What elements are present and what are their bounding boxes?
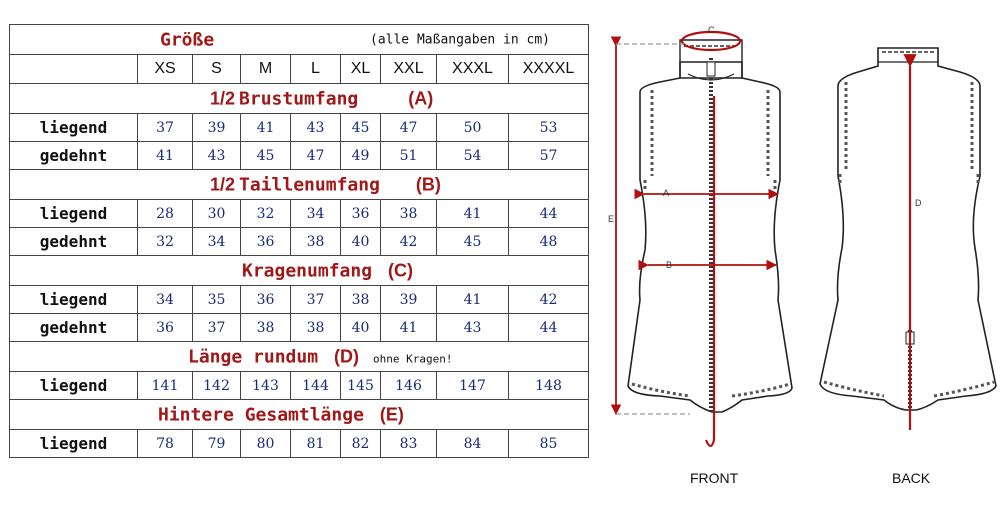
row-label: liegend bbox=[10, 200, 138, 228]
measurement-value: 41 bbox=[381, 314, 437, 342]
diagram-marker-labels bbox=[608, 25, 922, 270]
size-header-cell: S bbox=[193, 55, 241, 84]
measurement-value: 34 bbox=[138, 286, 193, 314]
measurement-value: 78 bbox=[138, 430, 193, 458]
measurement-value: 79 bbox=[193, 430, 241, 458]
measurement-value: 43 bbox=[193, 142, 241, 170]
measurement-value: 146 bbox=[381, 372, 437, 400]
measurement-value: 43 bbox=[291, 114, 341, 142]
measurement-value: 38 bbox=[241, 314, 291, 342]
measurement-value: 45 bbox=[341, 114, 381, 142]
measurement-value: 40 bbox=[341, 228, 381, 256]
measurement-row bbox=[10, 430, 589, 458]
measurement-value: 82 bbox=[341, 430, 381, 458]
measurement-value: 37 bbox=[291, 286, 341, 314]
measurement-value: 42 bbox=[381, 228, 437, 256]
measurement-value: 44 bbox=[509, 314, 589, 342]
measurement-value: 141 bbox=[138, 372, 193, 400]
measurement-value: 38 bbox=[291, 314, 341, 342]
section-code: (C) bbox=[388, 260, 414, 280]
section-title bbox=[210, 174, 441, 195]
measurement-value: 147 bbox=[437, 372, 509, 400]
size-header-row bbox=[10, 55, 589, 84]
row-label: liegend bbox=[10, 372, 138, 400]
measurement-value: 37 bbox=[193, 314, 241, 342]
back-right-armhole-stitching bbox=[972, 82, 978, 186]
measurement-value: 42 bbox=[509, 286, 589, 314]
row-label: liegend bbox=[10, 114, 138, 142]
section-code: (B) bbox=[415, 174, 441, 194]
section-header-cell bbox=[10, 84, 589, 114]
row-label: liegend bbox=[10, 286, 138, 314]
size-chart-table bbox=[9, 24, 589, 458]
measurement-value: 143 bbox=[241, 372, 291, 400]
section-title bbox=[242, 260, 413, 281]
measurement-value: 81 bbox=[291, 430, 341, 458]
section-code: (A) bbox=[408, 88, 434, 108]
measurement-value: 41 bbox=[138, 142, 193, 170]
size-header-cell: M bbox=[241, 55, 291, 84]
row-label: gedehnt bbox=[10, 142, 138, 170]
title-cell bbox=[10, 25, 589, 55]
measurement-value: 47 bbox=[291, 142, 341, 170]
front-right-armhole-stitching bbox=[768, 90, 775, 190]
back-left-armhole-stitching bbox=[840, 82, 846, 186]
measurement-value: 148 bbox=[509, 372, 589, 400]
row-label: gedehnt bbox=[10, 228, 138, 256]
section-header-row bbox=[10, 342, 589, 372]
measurement-row bbox=[10, 314, 589, 342]
measurement-value: 28 bbox=[138, 200, 193, 228]
measurement-value: 34 bbox=[291, 200, 341, 228]
marker-a-label: A bbox=[663, 188, 670, 198]
size-header-cell: XS bbox=[138, 55, 193, 84]
section-header-row bbox=[10, 256, 589, 286]
size-header-cell: XXXXL bbox=[509, 55, 589, 84]
front-label: FRONT bbox=[690, 470, 739, 486]
measurement-value: 34 bbox=[193, 228, 241, 256]
measurement-value: 39 bbox=[381, 286, 437, 314]
section-header-cell bbox=[10, 400, 589, 430]
section-name: Länge rundum bbox=[188, 346, 319, 367]
size-header-cell: XXL bbox=[381, 55, 437, 84]
size-header-cell: XL bbox=[341, 55, 381, 84]
size-header-cell: XXXL bbox=[437, 55, 509, 84]
measurement-row bbox=[10, 372, 589, 400]
section-prefix: 1/2 bbox=[210, 174, 236, 194]
measurement-value: 41 bbox=[437, 286, 509, 314]
title-row bbox=[10, 25, 589, 55]
row-label: gedehnt bbox=[10, 314, 138, 342]
section-title bbox=[158, 404, 404, 425]
measurement-value: 50 bbox=[437, 114, 509, 142]
back-label: BACK bbox=[892, 470, 931, 486]
marker-e-label: E bbox=[608, 214, 615, 224]
size-header-cell: L bbox=[291, 55, 341, 84]
measurement-row bbox=[10, 114, 589, 142]
section-code: (E) bbox=[379, 404, 404, 424]
measurement-row bbox=[10, 228, 589, 256]
measurement-value: 44 bbox=[509, 200, 589, 228]
section-title bbox=[210, 88, 433, 109]
measurement-value: 37 bbox=[138, 114, 193, 142]
measurement-value: 51 bbox=[381, 142, 437, 170]
measurement-value: 47 bbox=[381, 114, 437, 142]
section-header-row bbox=[10, 84, 589, 114]
measurement-value: 48 bbox=[509, 228, 589, 256]
section-header-cell bbox=[10, 342, 589, 372]
measurement-value: 35 bbox=[193, 286, 241, 314]
section-name: Kragenumfang bbox=[242, 260, 373, 281]
marker-d-label: D bbox=[915, 198, 922, 208]
marker-c-label: C bbox=[708, 25, 715, 35]
measurement-value: 54 bbox=[437, 142, 509, 170]
section-note: ohne Kragen! bbox=[373, 352, 453, 365]
measurement-value: 32 bbox=[138, 228, 193, 256]
section-name: Taillenumfang bbox=[239, 174, 380, 195]
measurement-value: 38 bbox=[381, 200, 437, 228]
measurement-value: 83 bbox=[381, 430, 437, 458]
measurement-value: 84 bbox=[437, 430, 509, 458]
measurement-value: 142 bbox=[193, 372, 241, 400]
section-header-row bbox=[10, 170, 589, 200]
section-name: Brustumfang bbox=[239, 88, 359, 109]
garment-diagram bbox=[600, 0, 1000, 527]
back-garment bbox=[820, 48, 996, 410]
section-name: Hintere Gesamtlänge bbox=[158, 404, 364, 425]
measurement-value: 41 bbox=[241, 114, 291, 142]
marker-b-label: B bbox=[666, 260, 673, 270]
measurement-value: 40 bbox=[341, 314, 381, 342]
measurement-value: 36 bbox=[241, 228, 291, 256]
measurement-value: 32 bbox=[241, 200, 291, 228]
section-title bbox=[188, 346, 453, 367]
measurement-value: 80 bbox=[241, 430, 291, 458]
measurement-value: 45 bbox=[437, 228, 509, 256]
measurement-value: 36 bbox=[138, 314, 193, 342]
front-garment bbox=[628, 40, 792, 412]
section-code: (D) bbox=[334, 346, 360, 366]
section-header-cell bbox=[10, 170, 589, 200]
measurement-row bbox=[10, 286, 589, 314]
measurement-value: 45 bbox=[241, 142, 291, 170]
measurement-value: 145 bbox=[341, 372, 381, 400]
row-label: liegend bbox=[10, 430, 138, 458]
measurement-value: 30 bbox=[193, 200, 241, 228]
measurement-value: 36 bbox=[341, 200, 381, 228]
measurement-value: 41 bbox=[437, 200, 509, 228]
section-header-row bbox=[10, 400, 589, 430]
units-note: (alle Maßangaben in cm) bbox=[370, 32, 551, 47]
front-left-armhole-stitching bbox=[645, 90, 652, 190]
measurement-value: 43 bbox=[437, 314, 509, 342]
size-title: Größe bbox=[160, 29, 215, 50]
measurement-value: 38 bbox=[341, 286, 381, 314]
measurement-value: 57 bbox=[509, 142, 589, 170]
measurement-value: 39 bbox=[193, 114, 241, 142]
measurement-row bbox=[10, 200, 589, 228]
measurement-value: 49 bbox=[341, 142, 381, 170]
measurement-value: 85 bbox=[509, 430, 589, 458]
measurement-value: 36 bbox=[241, 286, 291, 314]
measurement-value: 38 bbox=[291, 228, 341, 256]
section-header-cell bbox=[10, 256, 589, 286]
size-header-blank bbox=[10, 55, 138, 84]
measurement-markers bbox=[616, 32, 910, 446]
measurement-row bbox=[10, 142, 589, 170]
section-prefix: 1/2 bbox=[210, 88, 236, 108]
measurement-value: 53 bbox=[509, 114, 589, 142]
measurement-value: 144 bbox=[291, 372, 341, 400]
